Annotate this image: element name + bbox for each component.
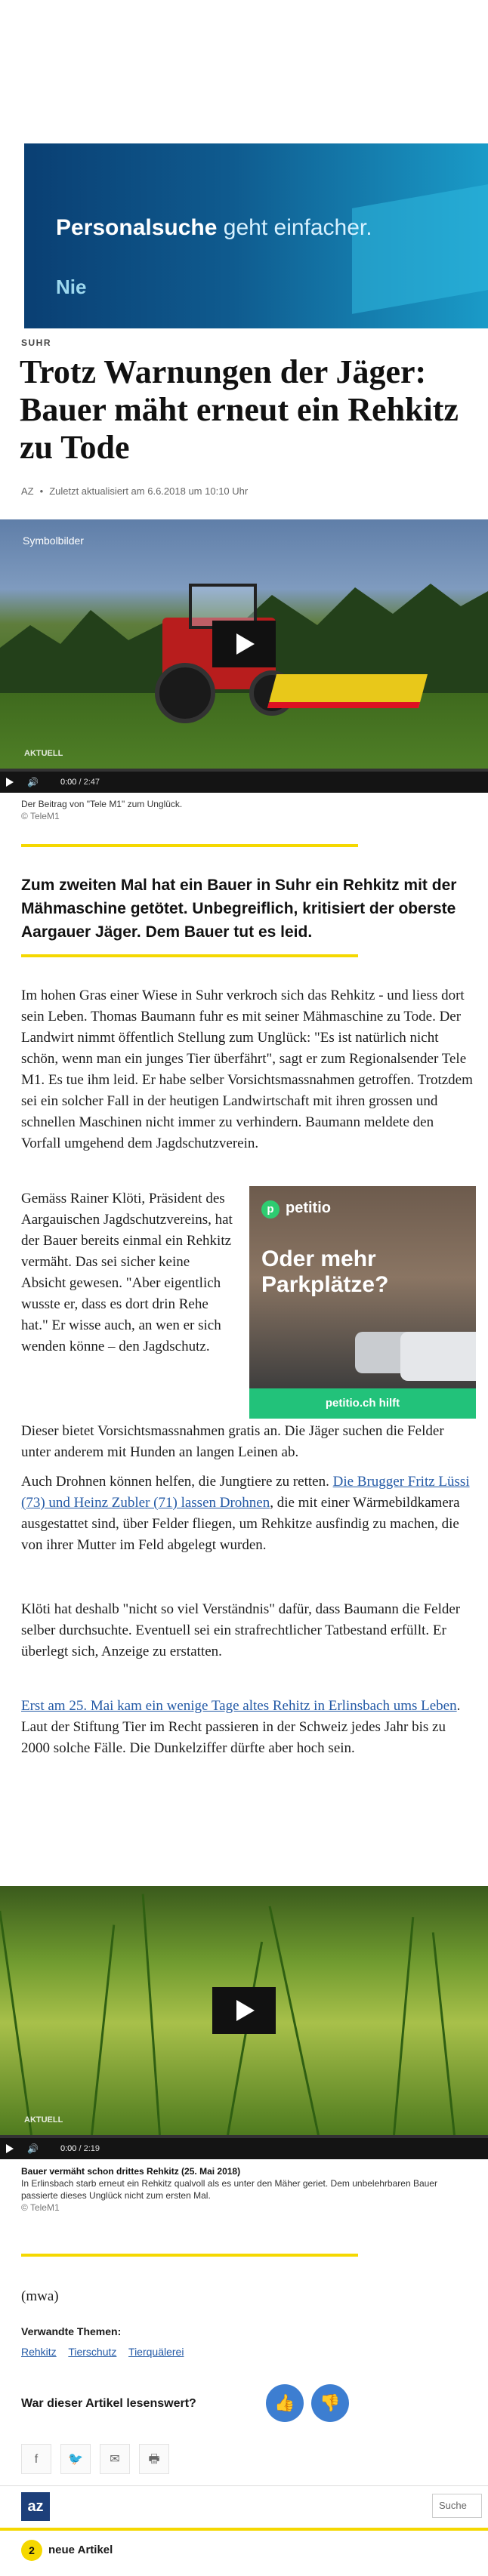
play-icon[interactable] bbox=[6, 778, 14, 787]
play-button[interactable] bbox=[212, 621, 276, 667]
grass-blade bbox=[227, 1942, 263, 2135]
topic-link[interactable]: Rehkitz bbox=[21, 2346, 57, 2358]
search-input[interactable]: Suche bbox=[432, 2494, 482, 2518]
topic-link[interactable]: Tierschutz bbox=[68, 2346, 117, 2358]
article-kicker: SUHR bbox=[21, 337, 52, 348]
paragraph-text: Auch Drohnen können helfen, die Jungtiere zu retten. bbox=[21, 1474, 333, 1490]
petitio-logo: p petitio bbox=[261, 1200, 331, 1219]
video-caption-1 bbox=[21, 798, 467, 822]
mail-icon[interactable]: ✉ bbox=[100, 2444, 130, 2474]
divider bbox=[21, 2254, 358, 2257]
video-controls-2 bbox=[0, 2138, 488, 2159]
footer-bar bbox=[0, 2485, 488, 2525]
divider bbox=[21, 844, 358, 847]
article-updated: Zuletzt aktualisiert am 6.6.2018 um 10:10 Uhr bbox=[49, 485, 249, 497]
grass-blade bbox=[393, 1917, 414, 2135]
paragraph: Dieser bietet Vorsichtsmassnahmen gratis an. Die Jäger suchen die Felder unter anderem mit Hunden an langen Leinen ab. bbox=[21, 1423, 444, 1460]
paragraph-text: . Laut der Stiftung Tier im Recht passieren in der Schweiz jedes Jahr bis zu 2000 solche Fälle. Die Dunkelziffer dürfte aber hoch sein. bbox=[21, 1698, 461, 1756]
grass-blade bbox=[0, 1911, 32, 2135]
topics-list bbox=[21, 2346, 193, 2358]
video-time: 0:00 / 2:47 bbox=[60, 778, 100, 787]
paragraph bbox=[21, 1696, 474, 1759]
divider bbox=[21, 954, 358, 957]
topic-link[interactable]: Tierquälerei bbox=[128, 2346, 184, 2358]
play-button[interactable] bbox=[212, 1987, 276, 2034]
caption-credit: © TeleM1 bbox=[21, 2202, 60, 2213]
grass-blade bbox=[432, 1932, 456, 2135]
caption-title: Bauer vermäht schon drittes Rehkitz (25. Mai 2018) bbox=[21, 2166, 241, 2177]
new-articles-count: 2 bbox=[21, 2540, 42, 2561]
video-channel-logo: AKTUELL bbox=[24, 2115, 63, 2125]
video-player-1[interactable] bbox=[0, 519, 488, 769]
ad-decoration bbox=[352, 184, 488, 314]
volume-icon[interactable]: 🔊 bbox=[27, 777, 39, 787]
article-link[interactable]: Die Brugger Fritz Lüssi (73) und Heinz Zubler (71) lassen Drohnen bbox=[21, 1474, 470, 1511]
mower bbox=[267, 674, 428, 708]
video-controls-1 bbox=[0, 772, 488, 793]
video-time: 0:00 / 2:19 bbox=[60, 2144, 100, 2153]
az-logo[interactable]: az bbox=[21, 2492, 50, 2521]
video-caption-2 bbox=[21, 2165, 467, 2214]
article-link[interactable]: Erst am 25. Mai kam ein wenige Tage altes Rehitz in Erlinsbach ums Leben bbox=[21, 1698, 457, 1714]
paragraph bbox=[21, 1471, 474, 1556]
caption-text: In Erlinsbach starb erneut ein Rehkitz qualvoll als es unter den Mäher geriet. Dem unbelehrbaren Bauer passierte dieses Unglück nicht zum ersten Mal. bbox=[21, 2178, 437, 2201]
paragraph-text: , die mit einer Wärmebildkamera ausgestattet sind, über Felder fliegen, um Rehkitze ausfindig zu machen, die von ihrer Mutter im Feld abgelegt wurden. bbox=[21, 1495, 460, 1553]
car bbox=[400, 1332, 476, 1381]
ad-petitio[interactable] bbox=[249, 1186, 476, 1419]
grass-blade bbox=[91, 1924, 115, 2135]
article-author: (mwa) bbox=[21, 2288, 59, 2304]
paragraph: Im hohen Gras einer Wiese in Suhr verkroch sich das Rehkitz - und liess dort sein Leben. Thomas Baumann fuhr es mit seiner Mähmaschine zu Tode. Der Landwirt nimmt öffentlich Stellung zum Unglück: "Es ist natürlich nicht schön, wenn man ein junges Tier überfährt", sagt er zum Regionalsender Tele M1. Es tue ihm leid. Er habe selber Vorsichtsmassnahmen getroffen. Trotzdem sei ein solcher Fall in der heutigen Landwirtschaft mit ihren grossen und schnellen Maschinen nicht immer zu verhindern. Baumann meldete den Vorfall umgehend dem Jagdschutzverein. bbox=[21, 988, 473, 1151]
ad-banner[interactable] bbox=[24, 143, 488, 328]
paragraph: Klöti hat deshalb "nicht so viel Verständnis" dafür, dass Baumann die Felder selber durchsuchte. Eventuell sei ein strafrechtlicher Tatbestand erfüllt. Er überlegt sich, Anzeige zu erstatten. bbox=[21, 1601, 461, 1659]
grass-blade bbox=[142, 1894, 161, 2135]
print-icon[interactable]: 🖶 bbox=[139, 2444, 169, 2474]
ad-headline: Oder mehr Parkplätze? bbox=[261, 1246, 389, 1297]
rating-question: War dieser Artikel lesenswert? bbox=[21, 2397, 196, 2410]
topics-label: Verwandte Themen: bbox=[21, 2325, 122, 2337]
ad-subline: Nie bbox=[56, 276, 87, 298]
video-player-2[interactable] bbox=[0, 1886, 488, 2135]
article-lead: Zum zweiten Mal hat ein Bauer in Suhr ein Rehkitz mit der Mähmaschine getötet. Unbegreiflich, kritisiert der oberste Aargauer Jäger. Dem Bauer tut es leid. bbox=[21, 877, 457, 941]
new-articles-bar[interactable] bbox=[0, 2528, 488, 2576]
video-overlay-label: Symbolbilder bbox=[23, 535, 84, 547]
article-title: Trotz Warnungen der Jäger: Bauer mäht erneut ein Rehkitz zu Tode bbox=[20, 353, 459, 466]
paragraph: Gemäss Rainer Klöti, Präsident des Aargauischen Jagdschutzvereins, hat der Bauer bereits einmal ein Rehkitz vermäht. Das sei sicher keine Absicht gewesen. "Aber eigentlich wusste er, dass es dort drin Rehe hat." Er wisse auch, an wen er sich wenden könne – den Jagdschutz. bbox=[21, 1191, 233, 1354]
ad-cta[interactable]: petitio.ch hilft bbox=[249, 1388, 476, 1419]
thumbs-up-icon[interactable]: 👍 bbox=[266, 2384, 304, 2422]
new-articles-label: neue Artikel bbox=[48, 2544, 113, 2556]
volume-icon[interactable]: 🔊 bbox=[27, 2143, 39, 2154]
caption-credit: © TeleM1 bbox=[21, 811, 60, 821]
article-source: AZ bbox=[21, 485, 34, 497]
video-channel-logo: AKTUELL bbox=[24, 749, 63, 758]
grass-blade bbox=[269, 1906, 320, 2135]
twitter-icon[interactable]: 🐦 bbox=[60, 2444, 91, 2474]
caption-text: Der Beitrag von "Tele M1" zum Unglück. bbox=[21, 799, 183, 809]
play-icon[interactable] bbox=[6, 2144, 14, 2153]
thumbs-down-icon[interactable]: 👎 bbox=[311, 2384, 349, 2422]
facebook-icon[interactable]: f bbox=[21, 2444, 51, 2474]
tractor-wheel bbox=[155, 663, 215, 723]
ad-headline: Personalsuche geht einfacher. bbox=[56, 215, 372, 240]
article-meta: AZ • Zuletzt aktualisiert am 6.6.2018 um 10:10 Uhr bbox=[21, 485, 249, 497]
